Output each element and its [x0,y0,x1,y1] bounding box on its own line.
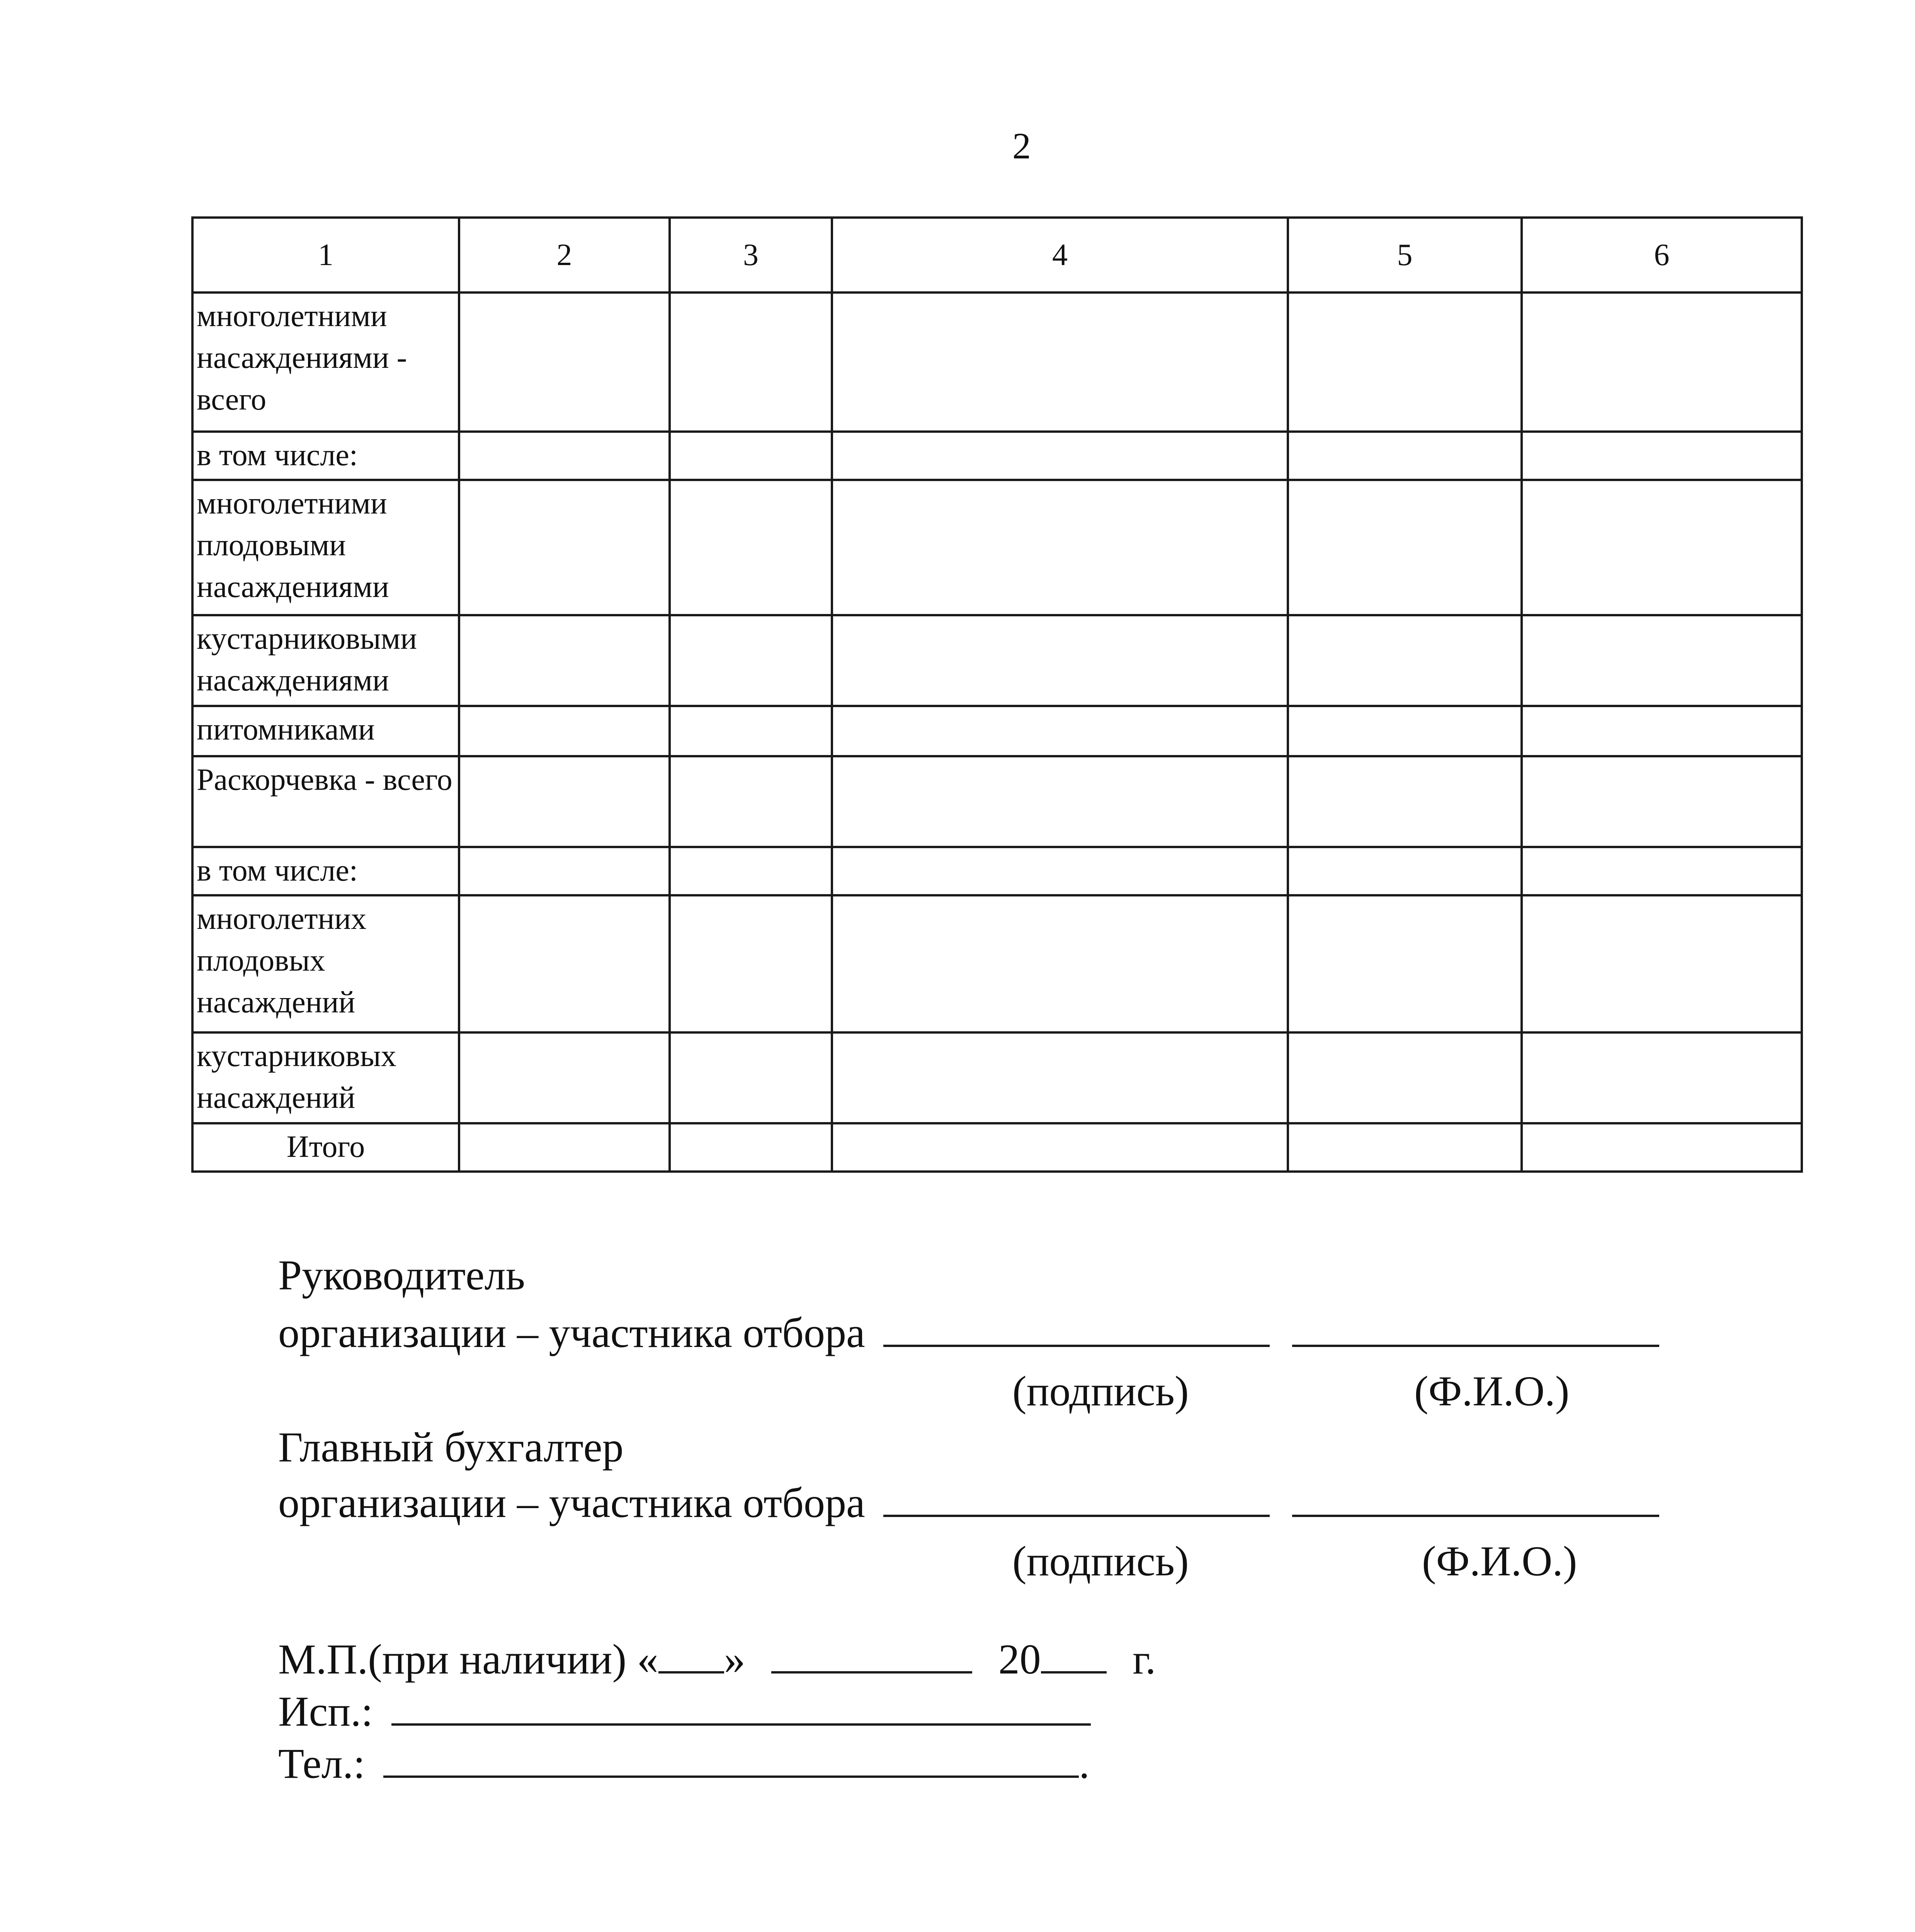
table-cell [832,1032,1288,1123]
table-cell [459,1032,670,1123]
table-cell [1288,432,1522,480]
table-cell [459,432,670,480]
year-prefix: 20 [998,1636,1041,1683]
table-row [192,895,1802,1032]
table-cell [670,1123,832,1172]
phone-period: . [1079,1740,1090,1787]
table-cell [1522,615,1802,706]
table-cell [1522,1123,1802,1172]
table-row [192,1032,1802,1123]
table-cell [832,706,1288,756]
accountant-signature-line [278,1480,1659,1524]
row-label: кустарниковых насаждений [192,1032,459,1123]
column-header: 6 [1522,218,1802,293]
executor-line [278,1689,1091,1733]
table-cell [1288,895,1522,1032]
phone-field[interactable] [383,1741,1079,1778]
accountant-org-label: организации – участника отбора [278,1479,865,1526]
table-cell [459,895,670,1032]
accountant-name-caption: (Ф.И.О.) [1422,1537,1577,1585]
table-cell [832,293,1288,432]
executor-label: Исп.: [278,1688,373,1735]
phone-label: Тел.: [278,1740,365,1787]
table-row [192,756,1802,847]
report-table [191,216,1803,1173]
table-cell [1288,615,1522,706]
accountant-name-field[interactable] [1292,1480,1659,1517]
table-cell [670,706,832,756]
table-header-row [192,218,1802,293]
quote-close: » [724,1636,745,1683]
table-cell [1288,756,1522,847]
table-cell [670,432,832,480]
table-cell [1522,480,1802,615]
table-cell [459,480,670,615]
table-cell [1522,706,1802,756]
row-label: в том числе: [192,847,459,895]
head-name-field[interactable] [1292,1310,1659,1347]
table-cell [1522,756,1802,847]
table-row [192,706,1802,756]
row-label: в том числе: [192,432,459,480]
day-field[interactable] [658,1636,724,1673]
table-cell [670,1032,832,1123]
table-row [192,1123,1802,1172]
row-label: кустарниковыми насаждениями [192,615,459,706]
table-cell [832,756,1288,847]
table-cell [670,615,832,706]
table-cell [1288,847,1522,895]
table-cell [1288,480,1522,615]
table-cell [459,756,670,847]
column-header: 4 [832,218,1288,293]
executor-field[interactable] [391,1689,1091,1726]
table-cell [832,480,1288,615]
column-header: 1 [192,218,459,293]
table-cell [1288,293,1522,432]
row-label: Раскорчевка - всего [192,756,459,847]
table-cell [832,1123,1288,1172]
column-header: 3 [670,218,832,293]
table-cell [459,847,670,895]
table-row [192,480,1802,615]
table-cell [670,847,832,895]
table-cell [832,895,1288,1032]
table-cell [1288,706,1522,756]
stamp-date-line [278,1636,1156,1683]
page-number: 2 [1012,125,1031,167]
column-header: 5 [1288,218,1522,293]
table-cell [1522,432,1802,480]
row-label: многолетних плодовых насаждений [192,895,459,1032]
table-cell [832,615,1288,706]
table-cell [670,293,832,432]
row-label: многолетними плодовыми насаждениями [192,480,459,615]
table-cell [832,432,1288,480]
accountant-title: Главный бухгалтер [278,1423,624,1471]
year-suffix: г. [1133,1636,1156,1683]
table-cell [1522,1032,1802,1123]
row-label: многолетними насаждениями - всего [192,293,459,432]
table-row [192,615,1802,706]
table-cell [1288,1032,1522,1123]
month-field[interactable] [771,1636,972,1673]
row-label: питомниками [192,706,459,756]
head-signature-field[interactable] [883,1310,1270,1347]
head-signature-caption: (подпись) [1012,1367,1189,1415]
table-cell [1522,847,1802,895]
table-cell [670,895,832,1032]
phone-line [278,1741,1090,1785]
table-cell [1522,895,1802,1032]
accountant-signature-field[interactable] [883,1480,1270,1517]
table-cell [459,706,670,756]
accountant-signature-caption: (подпись) [1012,1537,1189,1585]
table-cell [459,615,670,706]
column-header: 2 [459,218,670,293]
head-org-label: организации – участника отбора [278,1309,865,1356]
head-title: Руководитель [278,1252,525,1299]
total-label: Итого [192,1123,459,1172]
table-row [192,847,1802,895]
stamp-label: М.П.(при наличии) « [278,1636,658,1683]
table-cell [670,480,832,615]
table-cell [832,847,1288,895]
table-cell [670,756,832,847]
year-field[interactable] [1041,1636,1107,1673]
table-cell [1522,293,1802,432]
table-cell [1288,1123,1522,1172]
table-row [192,432,1802,480]
table-row [192,293,1802,432]
table-cell [459,293,670,432]
table-cell [459,1123,670,1172]
head-signature-line [278,1310,1659,1354]
head-name-caption: (Ф.И.О.) [1414,1367,1570,1415]
